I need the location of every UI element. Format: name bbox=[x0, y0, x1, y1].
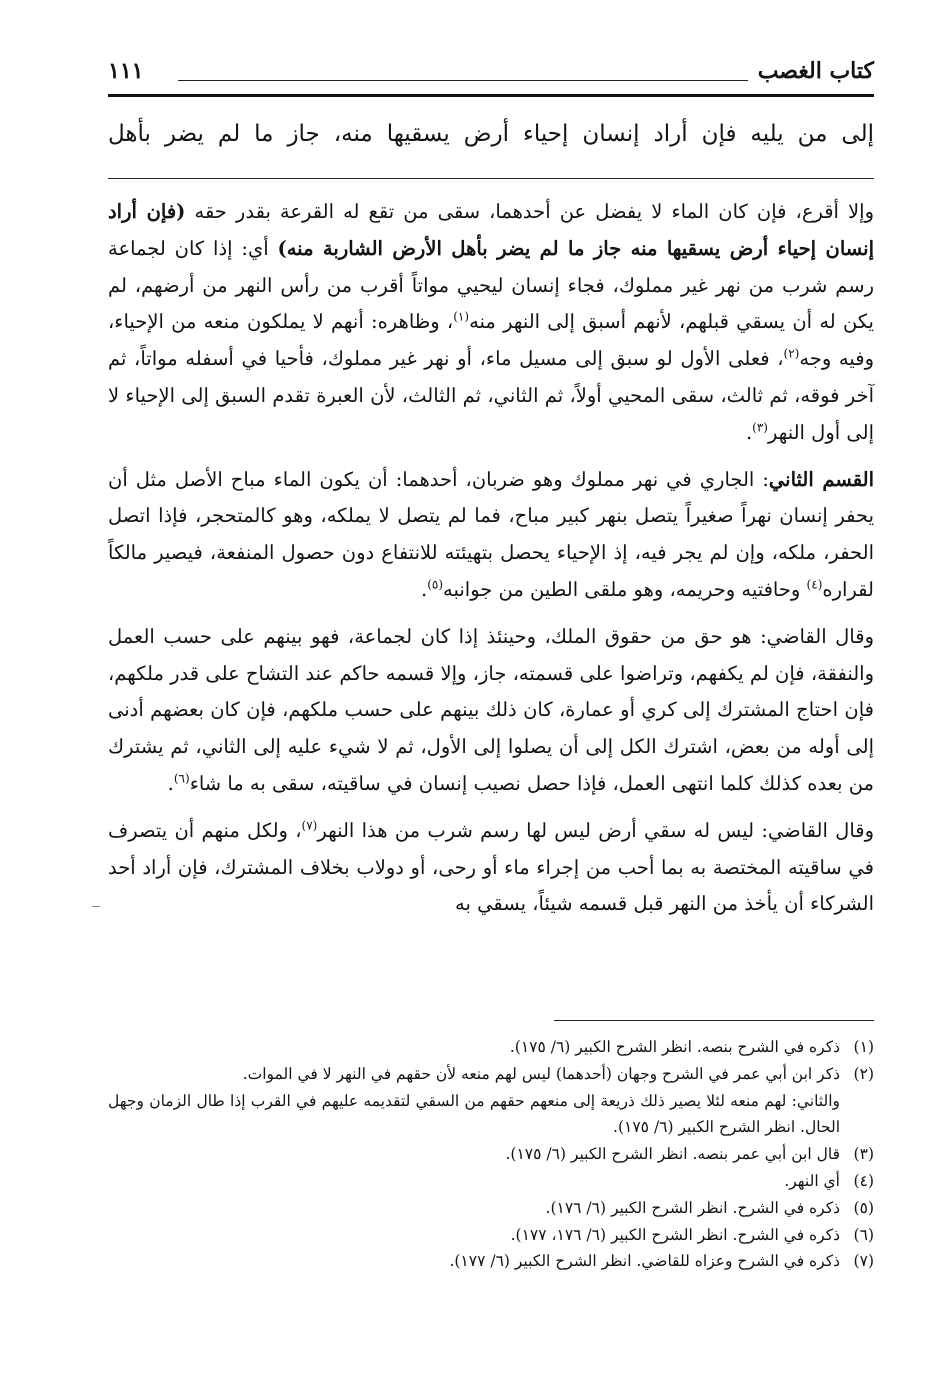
p3-end: . bbox=[167, 771, 174, 795]
page-number: ١١١ bbox=[108, 58, 144, 84]
paragraph-1 bbox=[108, 194, 874, 452]
footnote-number: (٤) bbox=[853, 1171, 874, 1190]
footnote-1 bbox=[108, 1034, 874, 1061]
p1-text-b: أي: إذا كان لجماعة رسم شرب من نهر غير مملوك، فجاء إنسان ليحيي مواتاً أقرب من رأس النهر من أرضهم، لم يكن له أن يسقي قبلهم، لأنهم أسبق إلى النهر منه bbox=[108, 236, 874, 334]
commentary-text bbox=[108, 194, 874, 933]
footnote-text-block bbox=[108, 1061, 840, 1141]
footnote-text: ذكر ابن أبي عمر في الشرح وجهان (أحدهما) ليس لهم منعه لأن حقهم في النهر لا في الموات. bbox=[242, 1064, 840, 1083]
p1-bold-quote: (فإن أراد إنسان إحياء أرض يسقيها منه جاز ما لم يضر بأهل الأرض الشاربة منه) bbox=[108, 200, 875, 260]
p4-text-a: وقال القاضي: ليس له سقي أرض ليس لها رسم شرب من هذا النهر bbox=[317, 818, 874, 842]
footnote-6 bbox=[108, 1222, 874, 1249]
footnote-ref-6[interactable]: (٦) bbox=[173, 771, 190, 786]
footnote-ref-4[interactable]: (٤) bbox=[806, 577, 823, 592]
p1-end: . bbox=[745, 420, 753, 444]
matn-text: إلى من يليه فإن أراد إنسان إحياء أرض يسقيها منه، جاز ما لم يضر بأهل bbox=[108, 121, 874, 147]
footnote-number: (٦) bbox=[853, 1225, 874, 1244]
paragraph-3 bbox=[108, 619, 874, 803]
footnote-text: ذكره في الشرح بنصه. انظر الشرح الكبير (٦/ ١٧٥). bbox=[509, 1038, 840, 1056]
footnote-3 bbox=[108, 1141, 874, 1168]
footnote-ref-5[interactable]: (٥) bbox=[427, 577, 444, 592]
p2-heading: القسم الثاني bbox=[768, 467, 874, 491]
footnote-separator bbox=[554, 1020, 874, 1021]
footnote-4 bbox=[108, 1168, 874, 1195]
header-rule bbox=[108, 94, 874, 97]
footnote-text: أي النهر. bbox=[784, 1171, 840, 1190]
paragraph-2 bbox=[108, 462, 874, 609]
footnote-number: (٧) bbox=[853, 1252, 874, 1271]
footnote-number: (١) bbox=[853, 1038, 874, 1056]
footnote-number: (٢) bbox=[853, 1064, 874, 1083]
p2-text-a: : الجاري في نهر مملوك وهو ضربان، أحدهما: أن يكون الماء مباح الأصل مثل أن يحفر إنسان نهراً صغيراً يتصل بنهر كبير مباح، فما لم يتصل لا يملكه، وهو كالمتحجر، فإذا اتصل الحفر، ملكه، وإن لم يجر فيه، إذ الإحياء يحصل بتهيئته للانتفاع دون حصول المنفعة، فيصير مالكاً لقراره bbox=[108, 467, 874, 601]
footnote-number: (٥) bbox=[853, 1198, 874, 1217]
p3-text: وقال القاضي: هو حق من حقوق الملك، وحينئذ إذا كان لجماعة، فهو بينهم على حسب العمل والنفقة، فإن لم يكفهم، وتراضوا على قسمته، جاز، وإلا قسمه حاكم عند التشاح على قدر ملكهم، فإن احتاج المشترك إلى كري أو عمارة، كان ذلك بينهم على حسب ملكهم، فإن كان بعضهم أدنى إلى أوله من بعض، اشترك الكل إلى أن يصلوا إلى الأول، ثم لا شيء عليه إلى الثاني، ثم يشترك من بعده كذلك كلما انتهى العمل، فإذا حصل نصيب إنسان في ساقيته، سقى به ما شاء bbox=[108, 624, 874, 795]
p1-text-d: ، فعلى الأول لو سبق إلى مسيل ماء، أو نهر غير مملوك، فأحيا في أسفله مواتاً، ثم آخر فوقه، ثم ثالث، سقى المحيي أولاً، ثم الثاني، ثم الثالث، لأن العبرة تقدم السبق إلى الإحياء لا إلى أول النهر bbox=[108, 347, 874, 444]
footnote-text: ذكره في الشرح. انظر الشرح الكبير (٦/ ١٧٦). bbox=[545, 1198, 840, 1217]
p1-text-c: ، وظاهره: أنهم لا يملكون منعه من الإحياء، وفيه وجه bbox=[108, 310, 875, 371]
matn-separator bbox=[108, 178, 874, 179]
footnote-7 bbox=[108, 1248, 874, 1275]
chapter-title: كتاب الغصب bbox=[757, 58, 874, 84]
footnote-ref-2[interactable]: (٢) bbox=[783, 346, 800, 361]
p2-text-b: وحافتيه وحريمه، وهو ملقى الطين من جوانبه bbox=[443, 577, 807, 601]
p2-end: . bbox=[421, 577, 428, 601]
footnote-text: ذكره في الشرح. انظر الشرح الكبير (٦/ ١٧٦، ١٧٧). bbox=[510, 1225, 840, 1244]
margin-mark bbox=[92, 906, 100, 907]
footnote-text: ذكره في الشرح وعزاه للقاضي. انظر الشرح الكبير (٦/ ١٧٧). bbox=[449, 1252, 840, 1271]
p4-text-b: ، ولكل منهم أن يتصرف في ساقيته المختصة به بما أحب من إجراء ماء أو رحى، أو دولاب بخلاف المشترك، فإن أراد أحد الشركاء أن يأخذ من النهر قبل قسمه شيئاً، يسقي به bbox=[108, 818, 874, 916]
footnote-number: (٣) bbox=[853, 1145, 874, 1164]
p1-text-a: وإلا أقرع، فإن كان الماء لا يفضل عن أحدهما، سقى من تقع له القرعة بقدر حقه bbox=[194, 200, 874, 223]
footnote-5 bbox=[108, 1195, 874, 1222]
footnote-continuation: والثاني: لهم منعه لئلا يصير ذلك ذريعة إلى منعهم حقهم من السقي لتقديمه عليهم في القرب إذا طال الزمان وجهل الحال. انظر الشرح الكبير (٦/ ١٧٥). bbox=[108, 1091, 840, 1137]
running-header bbox=[108, 58, 874, 94]
footnotes bbox=[108, 1034, 874, 1275]
footnote-ref-1[interactable]: (١) bbox=[453, 309, 470, 324]
header-line bbox=[178, 80, 748, 81]
footnote-ref-3[interactable]: (٣) bbox=[752, 420, 768, 435]
footnote-ref-7[interactable]: (٧) bbox=[301, 818, 318, 833]
footnote-text: قال ابن أبي عمر بنصه. انظر الشرح الكبير (٦/ ١٧٥). bbox=[505, 1145, 840, 1164]
footnote-2 bbox=[108, 1061, 874, 1141]
paragraph-4 bbox=[108, 813, 874, 923]
